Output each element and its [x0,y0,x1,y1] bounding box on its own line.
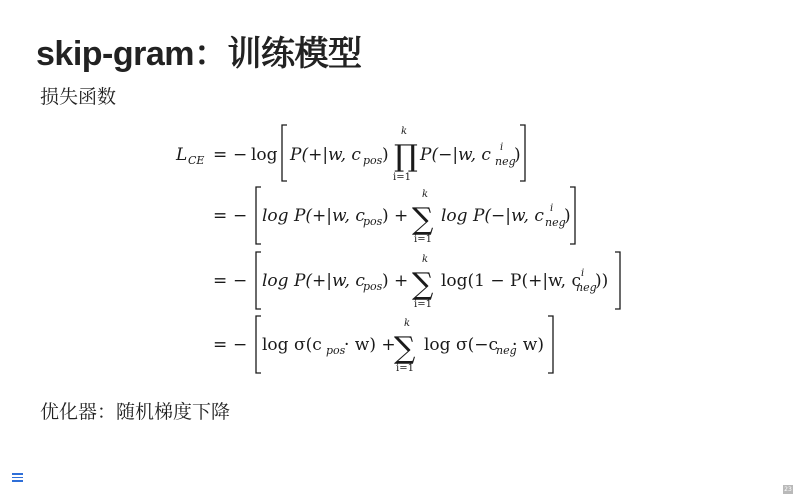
eq-lhs-sub: CE [188,154,205,167]
eq-l2-term-b: log P(−|w, c [441,206,544,226]
eq-log-1: log [251,145,278,165]
eq-bracket-open-4 [256,316,261,373]
eq-l2-term-b-sup: i [550,203,554,214]
eq-minus-4: − [233,335,248,355]
eq-l4-term-b-sub: neg [496,344,517,357]
eq-l1-prod-upper: k [401,126,408,137]
eq-l4-term-a-sub: pos [326,344,346,357]
eq-lhs: L [176,145,188,165]
eq-l2-term-a-end: ) + [382,206,409,226]
eq-equals-2: = [213,206,228,226]
eq-equals-4: = [213,335,228,355]
eq-l2-term-a: log P(+|w, c [262,206,365,226]
eq-bracket-close-2 [570,187,575,244]
eq-minus-1: − [233,145,248,165]
eq-l1-prod-lower: i=1 [393,172,411,183]
eq-bracket-open-3 [256,252,261,309]
eq-l3-sum-lower: i=1 [414,299,432,310]
eq-l4-term-a: log σ(c [262,335,322,355]
eq-l1-term-a: P(+|w, c [290,145,361,165]
eq-l3-term-b-sup: i [581,268,585,279]
slide-title: skip-gram：训练模型 [36,35,362,73]
eq-l2-sum-upper: k [422,189,429,200]
eq-l1-term-b: P(−|w, c [420,145,491,165]
eq-l3-term-a: log P(+|w, c [262,271,365,291]
eq-l2-term-a-sub: pos [363,215,383,228]
eq-l3-term-b-end: )) [595,271,609,291]
eq-bracket-open-1 [282,125,287,181]
eq-bracket-close-4 [548,316,553,373]
eq-l4-sum-lower: i=1 [396,363,414,374]
eq-l4-term-b: log σ(−c [424,335,498,355]
eq-l2-sum-lower: i=1 [414,234,432,245]
eq-l1-term-b-sup: i [500,142,504,153]
eq-l1-term-a-sub: pos [363,154,383,167]
eq-l4-term-b-end: · w) [512,335,544,355]
eq-l3-term-a-end: ) + [382,271,409,291]
eq-l2-term-b-end: ) [564,206,571,226]
eq-l1-term-b-end: ) [514,145,521,165]
eq-minus-3: − [233,271,248,291]
optimizer-label: 优化器：随机梯度下降 [40,401,231,423]
eq-bracket-close-1 [520,125,525,181]
eq-l1-term-b-sub: neg [495,155,516,168]
eq-l1-term-a-end: ) [382,145,389,165]
eq-bracket-close-3 [615,252,620,309]
eq-l4-sum-upper: k [404,318,411,329]
hamburger-menu-icon[interactable] [12,473,23,482]
eq-l3-sum-symbol: ∑ [412,267,434,302]
eq-l3-sum-upper: k [422,254,429,265]
eq-bracket-open-2 [256,187,261,244]
loss-function-heading: 损失函数 [40,86,117,108]
eq-l4-sum-symbol: ∑ [394,331,416,366]
eq-l2-term-b-sub: neg [545,216,566,229]
eq-minus-2: − [233,206,248,226]
eq-l3-term-a-sub: pos [363,280,383,293]
eq-l1-prod-symbol: ∏ [394,139,418,174]
eq-l3-term-b-sub: neg [576,281,597,294]
eq-equals-3: = [213,271,228,291]
eq-equals-1: = [213,145,228,165]
eq-l2-sum-symbol: ∑ [412,202,434,237]
eq-l4-term-a-end: · w) + [344,335,396,355]
page-number-badge: 23 [784,486,792,493]
eq-l3-term-b: log(1 − P(+|w, c [441,271,581,291]
